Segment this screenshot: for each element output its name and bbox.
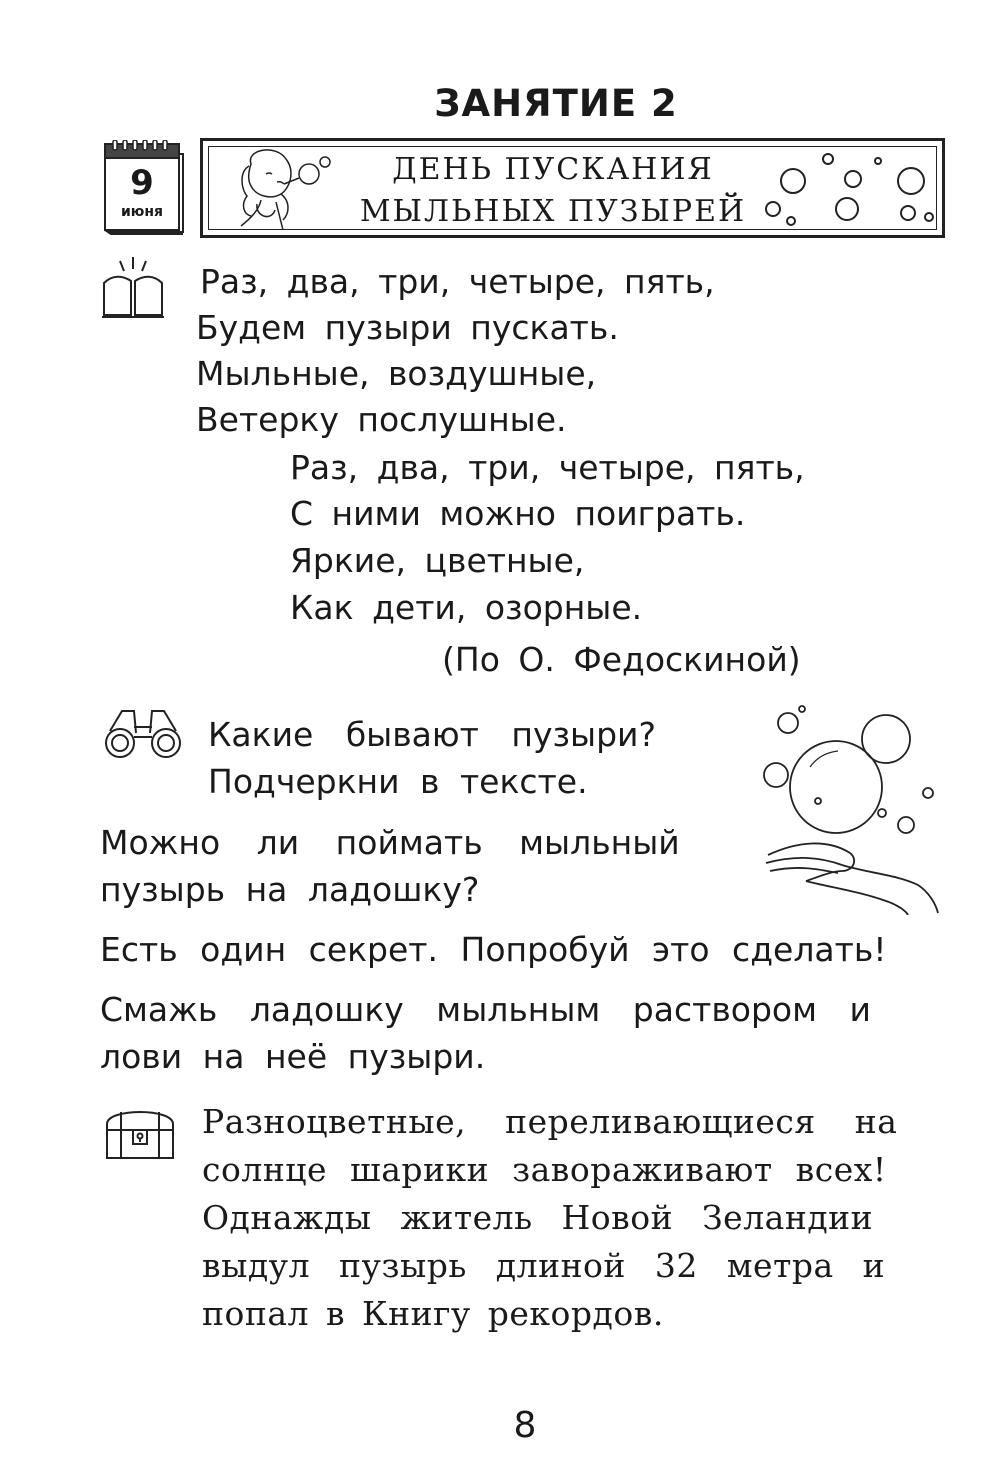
girl-blowing-bubbles-illustration — [221, 144, 341, 232]
fact-line: Разноцветные, переливающиеся на — [202, 1102, 898, 1141]
calendar-icon — [103, 140, 187, 236]
page-number: 8 — [513, 1405, 537, 1446]
poem-line: Как дети, озорные. — [290, 588, 643, 627]
poem-line: Ветерку послушные. — [196, 400, 567, 439]
fact-line: солнце шарики завораживают всех! — [202, 1150, 887, 1189]
open-book-icon — [100, 255, 166, 321]
bubbles-icon — [763, 147, 938, 231]
question-line: Какие бывают пузыри? — [208, 715, 657, 754]
paragraph-line: Смажь ладошку мыльным раствором и — [100, 990, 871, 1029]
fact-line: выдул пузырь длиной 32 метра и — [202, 1246, 886, 1285]
paragraph-line: Есть один секрет. Попробуй это сделать! — [100, 930, 887, 969]
poem-line: Яркие, цветные, — [290, 541, 585, 580]
paragraph-line: пузырь на ладошку? — [100, 870, 480, 909]
poem-line: Будем пузыри пускать. — [196, 308, 619, 347]
paragraph-line: Можно ли поймать мыльный — [100, 823, 680, 862]
banner-line-2: МЫЛЬНЫХ ПУЗЫРЕЙ — [359, 194, 747, 229]
poem-line: Раз, два, три, четыре, пять, — [200, 262, 715, 301]
treasure-chest-icon — [103, 1100, 177, 1162]
binoculars-icon — [100, 705, 186, 761]
banner-line-1: ДЕНЬ ПУСКАНИЯ — [392, 152, 714, 187]
fact-line: Однажды житель Новой Зеландии — [202, 1198, 874, 1237]
poem-line: С ними можно поиграть. — [290, 494, 746, 533]
poem-line: Мыльные, воздушные, — [196, 354, 597, 393]
hand-with-bubbles-illustration — [758, 705, 948, 915]
calendar-month: июня — [120, 204, 164, 220]
lesson-title: ЗАНЯТИЕ 2 — [434, 82, 678, 125]
question-line: Подчеркни в тексте. — [208, 762, 588, 801]
calendar-day: 9 — [130, 163, 154, 203]
poem-attribution: (По О. Федоскиной) — [442, 640, 801, 679]
fact-line: попал в Книгу рекордов. — [202, 1294, 664, 1333]
holiday-banner — [200, 138, 945, 238]
poem-line: Раз, два, три, четыре, пять, — [290, 448, 805, 487]
paragraph-line: лови на неё пузыри. — [100, 1037, 486, 1076]
